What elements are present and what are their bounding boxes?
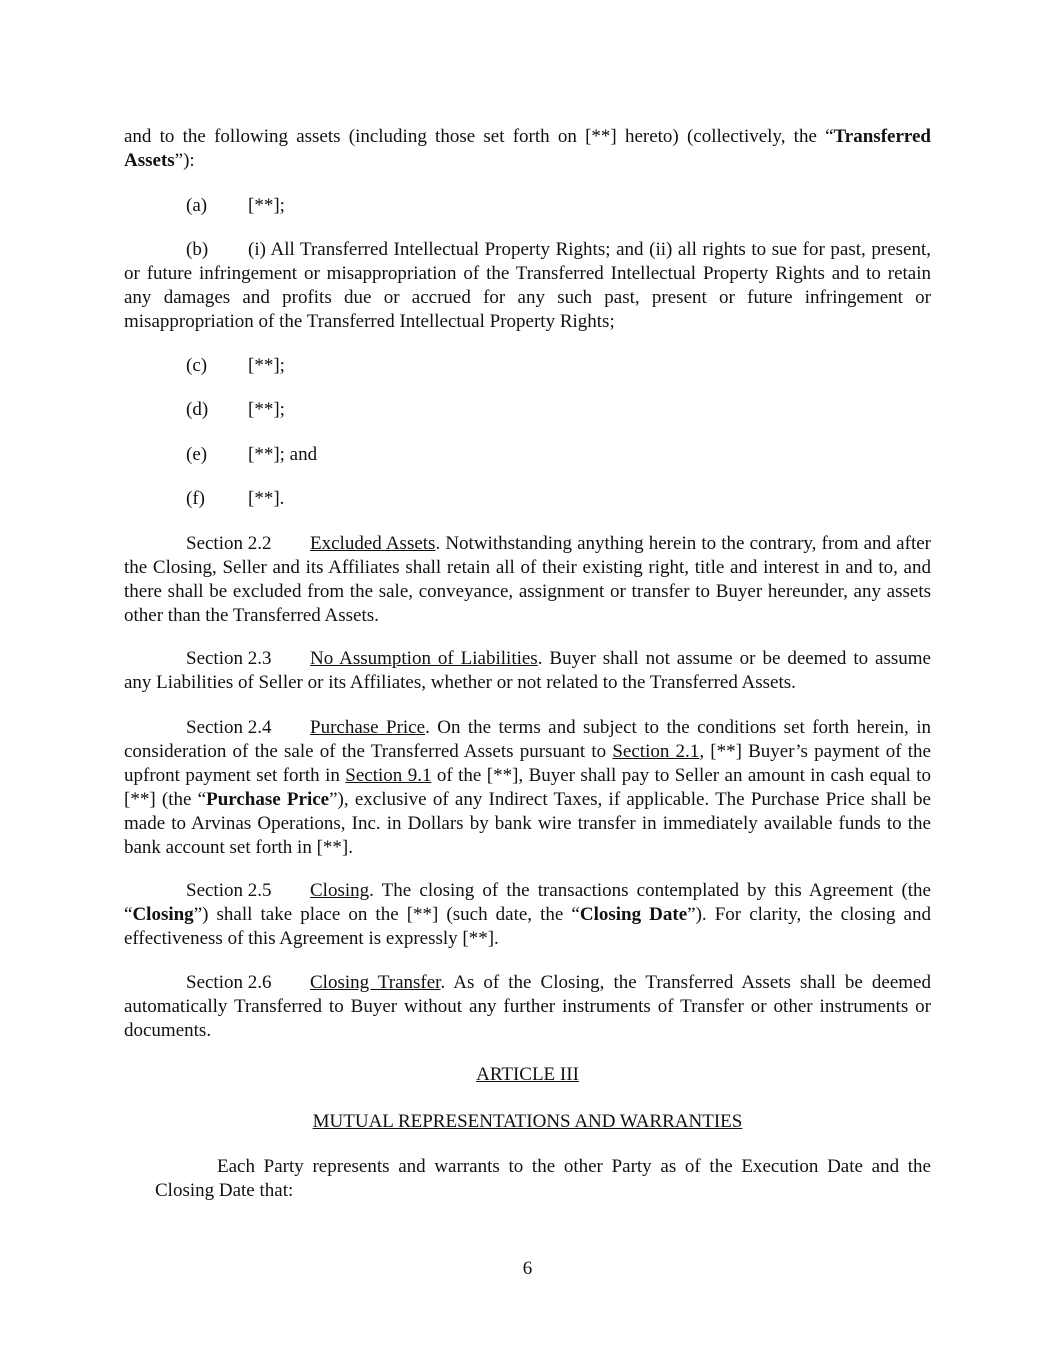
section-text: . Notwithstanding anything herein to the contrary, from and after the Closing, Seller and its Affiliates shall retain all of their existing right, title and interest in and to, and there shall be excluded from the sale, conveyance, assignment or transfer to Buyer hereunder, any assets other than the Transferred Assets.	[124, 533, 931, 626]
intro-after: ”):	[174, 150, 195, 171]
section-text: of the [**], Buyer shall pay to Seller an amount in cash equal to [**] (the “	[124, 765, 931, 810]
defined-term-transferred-assets: Transferred Assets	[124, 126, 931, 171]
list-item-e	[186, 443, 317, 467]
item-text: [**].	[248, 488, 285, 509]
section-text: . As of the Closing, the Transferred Assets shall be deemed automatically Transferred to Buyer without any further instruments of Transfer or other instruments or documents.	[124, 972, 931, 1041]
section-text: ”). For clarity, the closing and effectiveness of this Agreement is expressly [**].	[124, 904, 931, 949]
section-title: Excluded Assets	[310, 533, 436, 554]
section-title: Purchase Price	[310, 717, 426, 738]
item-label: (c)	[186, 355, 208, 376]
defined-term-purchase-price: Purchase Price	[206, 789, 330, 810]
list-item-f	[186, 487, 284, 511]
list-item-b	[124, 238, 931, 334]
section-title: No Assumption of Liabilities	[310, 648, 538, 669]
item-text: [**];	[248, 355, 285, 376]
intro-paragraph	[124, 125, 931, 173]
section-number: Section 2.4	[186, 717, 272, 738]
item-label: (e)	[186, 444, 208, 465]
section-text: . Buyer shall not assume or be deemed to assume any Liabilities of Seller or its Affiliates, whether or not related to the Transferred Assets.	[124, 648, 931, 693]
item-text: [**]; and	[248, 444, 318, 465]
section-2-5	[124, 879, 931, 951]
section-title: Closing	[310, 880, 370, 901]
item-label: (a)	[186, 195, 208, 216]
page-number: 6	[522, 1258, 533, 1279]
article-title: MUTUAL REPRESENTATIONS AND WARRANTIES	[312, 1111, 743, 1132]
section-text: , [**] Buyer’s payment of the upfront payment set forth in	[124, 741, 931, 786]
item-label: (d)	[186, 399, 209, 420]
item-label: (f)	[186, 488, 205, 509]
section-text: . The closing of the transactions contemplated by this Agreement (the “	[124, 880, 931, 925]
section-number: Section 2.5	[186, 880, 272, 901]
list-item-d	[186, 398, 285, 422]
section-2-2	[124, 532, 931, 628]
section-text: . On the terms and subject to the conditions set forth herein, in consideration of the sale of the Transferred Assets pursuant to	[124, 717, 931, 762]
section-number: Section 2.2	[186, 533, 272, 554]
intro-text: and to the following assets (including those set forth on [**] hereto) (collectively, the “	[124, 126, 834, 147]
section-reference: Section 9.1	[345, 765, 432, 786]
section-text: ”) shall take place on the [**] (such date, the “	[193, 904, 580, 925]
section-reference: Section 2.1	[612, 741, 700, 762]
section-2-3	[124, 647, 931, 695]
item-text: [**];	[248, 399, 285, 420]
section-2-4	[124, 716, 931, 860]
item-text: [**];	[248, 195, 285, 216]
item-label: (b)	[186, 239, 209, 260]
list-item-c	[186, 354, 285, 378]
section-title: Closing Transfer	[310, 972, 441, 993]
defined-term-closing-date: Closing Date	[579, 904, 688, 925]
section-text: ”), exclusive of any Indirect Taxes, if applicable. The Purchase Price shall be made to Arvinas Operations, Inc. in Dollars by bank wire transfer in immediately available funds to the bank account set forth in [**].	[124, 789, 931, 858]
article-intro-paragraph: Each Party represents and warrants to the other Party as of the Execution Date and the Closing Date that:	[155, 1156, 931, 1201]
item-text: (i) All Transferred Intellectual Property Rights; and (ii) all rights to sue for past, present, or future infringement or misappropriation of the Transferred Intellectual Property Rights and to retain any damages and profits due or accrued for any such past, present or future infringement or misappropriation of the Transferred Intellectual Property Rights;	[124, 239, 931, 332]
list-item-a	[186, 194, 285, 218]
defined-term-closing: Closing	[132, 904, 194, 925]
article-heading: ARTICLE III	[476, 1064, 579, 1085]
section-2-6	[124, 971, 931, 1043]
section-number: Section 2.6	[186, 972, 272, 993]
section-number: Section 2.3	[186, 648, 272, 669]
